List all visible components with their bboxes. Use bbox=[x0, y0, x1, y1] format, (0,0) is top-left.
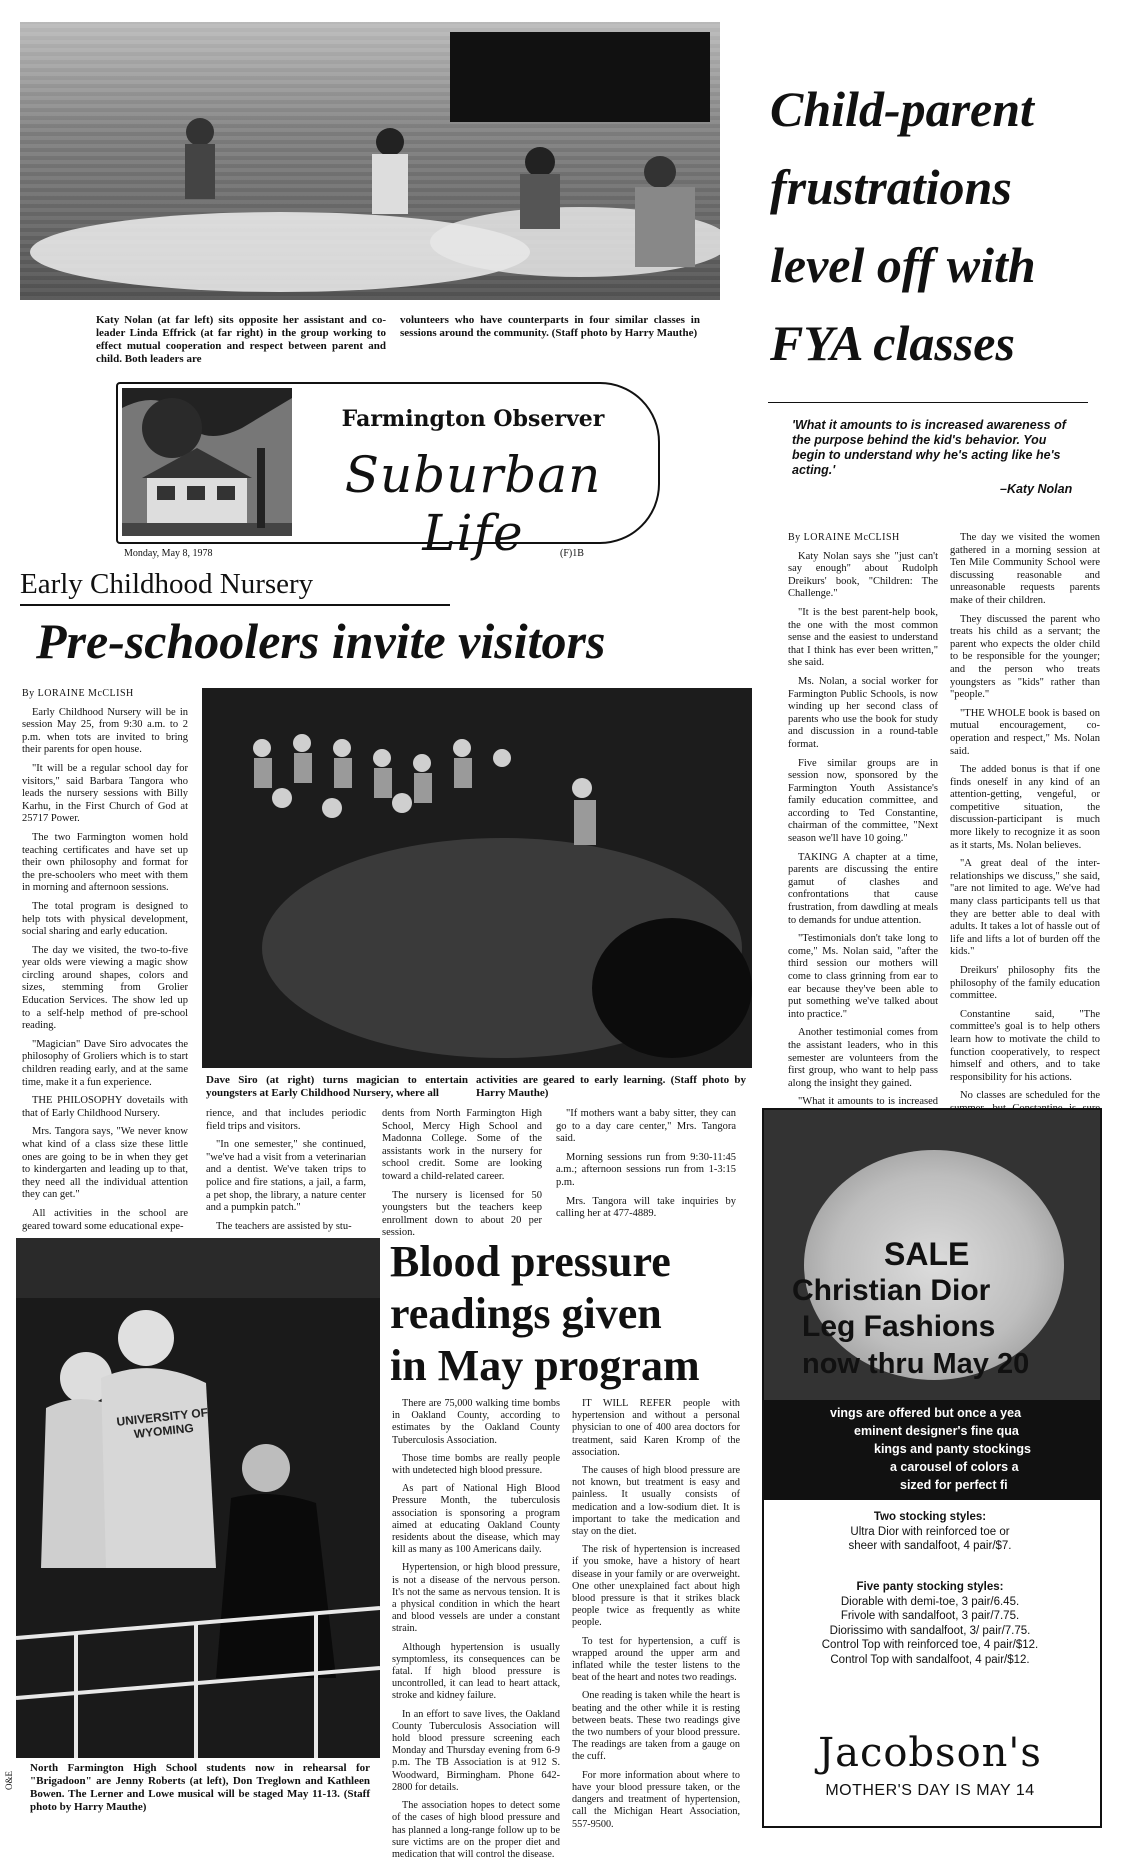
ad-stocking-styles bbox=[770, 1510, 1090, 1554]
fya-headline bbox=[770, 70, 1140, 382]
nursery-col1-para: THE PHILOSOPHY dovetails with that of Early Childhood Nursery. bbox=[22, 1095, 188, 1119]
blood-col1-para: Hypertension, or high blood pressure, is not a disease of the nervous person. It's not the same as nervous tension. It is a physical condition in which the heart and blood vessels are under a constant strain. bbox=[392, 1562, 560, 1635]
nursery-headline: Pre-schoolers invite visitors bbox=[36, 613, 606, 669]
nursery-col2-para: "In one semester," she continued, "we've had a visit from a veterinarian and a dentist. We've taken trips to police and fire stations, a jail, a farm, a pet shop, the library, a nature center and a pumpkin patch." bbox=[206, 1139, 366, 1214]
ad-tagline-line: a carousel of colors a bbox=[890, 1460, 1019, 1474]
blood-col2-para: The risk of hypertension is increased if you smoke, have a history of heart disease in your family or are overweight. One other unexplained fact about high blood pressure is that it strikes black people twice as frequently as white people. bbox=[572, 1544, 740, 1629]
brigadoon-photo bbox=[16, 1238, 380, 1758]
fya-col2-para: Dreikurs' philosophy fits the philosophy of the family education committee. bbox=[950, 965, 1100, 1002]
nursery-col1-para: Mrs. Tangora says, "We never know what kind of a class size these little ones are going to be in when they get to kindergarten and leading up to that, they need all the individual attention they can get." bbox=[22, 1126, 188, 1201]
blood-headline-line-1: Blood pressure bbox=[390, 1237, 671, 1286]
top-photo-caption-right: volunteers who have counterparts in four similar classes in sessions around the community. (Staff photo by Harry Mauthe) bbox=[400, 314, 700, 339]
ad-tagline-line: sized for perfect fi bbox=[900, 1478, 1008, 1492]
jacobsons-ad bbox=[762, 1108, 1102, 1828]
fya-headline-line-1: Child-parent bbox=[770, 81, 1034, 137]
fya-headline-line-4: FYA classes bbox=[770, 315, 1015, 371]
ad-panty-styles bbox=[770, 1580, 1090, 1667]
brigadoon-photo-caption: North Farmington High School students now in rehearsal for "Brigadoon" are Jenny Roberts (at left), Don Treglown and Kathleen Bowen. The Lerner and Lowe musical will be staged May 11-13. (Staff photo by Harry Mauthe) bbox=[30, 1762, 370, 1813]
blood-col2-para: For more information about where to have your blood pressure taken, or the dangers and treatment of hypertension, call the Michigan Heart Association, 557-9500. bbox=[572, 1769, 740, 1830]
fya-col1-para: Another testimonial comes from the assistant leaders, who in this semester are volunteers from the first group, who want to help pass along the insight they gained. bbox=[788, 1027, 938, 1089]
blood-col2-para: One reading is taken while the heart is beating and the other while it is resting between beats. These two readings give the two numbers of your blood pressure. The readings are taken from a gauge on the cuff. bbox=[572, 1690, 740, 1763]
masthead-date: Monday, May 8, 1978 bbox=[124, 548, 213, 559]
blood-col1-para: There are 75,000 walking time bombs in Oakland County, according to estimates by the Oakland County Tuberculosis Association. bbox=[392, 1398, 560, 1446]
house-photo bbox=[122, 388, 292, 536]
ad-sale: SALE bbox=[884, 1236, 970, 1272]
nursery-col2-para: rience, and that includes periodic field trips and visitors. bbox=[206, 1108, 366, 1132]
ad-tagline-band bbox=[764, 1400, 1100, 1500]
ad-leg-fashions: Leg Fashions bbox=[802, 1310, 996, 1343]
fya-col1-para: "What it amounts to is increased bbox=[798, 1096, 938, 1108]
fya-col1-para: TAKING A chapter at a time, parents are discussing the entire gamut of clashes and confrontations that cause frustration, from dawdling at meals to demands for undue attention. bbox=[788, 851, 938, 926]
fya-headline-line-3: level off with bbox=[770, 237, 1036, 293]
nursery-kicker: Early Childhood Nursery bbox=[20, 568, 314, 600]
classroom-photo bbox=[20, 22, 720, 300]
nursery-byline: By LORAINE McCLISH bbox=[22, 688, 134, 699]
ad-store-name: Jacobson's bbox=[818, 1730, 1042, 1776]
nursery-col1-para: "Magician" Dave Siro advocates the philosophy of Groliers which is to start children reading early, and at the same time, make it a fun experience. bbox=[22, 1038, 188, 1088]
ad-stocking-heading: Two stocking styles: bbox=[873, 1511, 987, 1523]
nursery-col1-para: Early Childhood Nursery will be in session May 25, from 9:30 a.m. to 2 p.m. when tots are invited to bring their parents for open house. bbox=[22, 706, 188, 756]
fya-col2-para: They discussed the parent who treats his child as a servant; the parent who expects the older child to be responsible for the younger; and the person who treats youngsters as "kids" rather than "people." bbox=[950, 613, 1100, 701]
ad-date-range: now thru May 20 bbox=[802, 1348, 1030, 1380]
fya-col2-para: The added bonus is that if one finds oneself in any kind of an attention-getting, vengeful, or competitive situation, the discussion-participant is much more likely to recognize it as soon as it starts, Ms. Nolan believes. bbox=[950, 764, 1100, 851]
nursery-col2-para: The teachers are assisted by stu- bbox=[216, 1220, 352, 1232]
nursery-col1-para: The two Farmington women hold teaching certificates and have set up their own philosophy and format for the pre-schoolers who meet with them in morning and afternoon sessions. bbox=[22, 831, 188, 894]
nursery-col4-para: "If mothers want a baby sitter, they can go to a day care center," Mrs. Tangora said. bbox=[556, 1108, 736, 1145]
fya-rule bbox=[768, 402, 1088, 403]
blood-col2-para: To test for hypertension, a cuff is wrapped around the upper arm and inflated while the tester listens to the beat of the heart and notes two readings. bbox=[572, 1635, 740, 1684]
ad-panty-item: Control Top with reinforced toe, 4 pair/$12. bbox=[821, 1639, 1039, 1651]
ad-panty-item: Diorissimo with sandalfoot, 3/ pair/7.75. bbox=[829, 1624, 1031, 1637]
nursery-col4-para: Mrs. Tangora will take inquiries by calling her at 477-4889. bbox=[556, 1195, 736, 1220]
ad-footer: MOTHER'S DAY IS MAY 14 bbox=[825, 1782, 1035, 1799]
blood-col1-para: As part of National High Blood Pressure Month, the tuberculosis association is sponsoring a program aimed at educating Oakland County residents about the disease, which may kill as many as 100 Americans daily. bbox=[392, 1483, 560, 1556]
blood-column-1 bbox=[392, 1398, 560, 1867]
fya-col1-para: "It is the best parent-help book, the one with the most common sense and the easiest to understand that I think has ever been written," she said. bbox=[788, 606, 938, 669]
ad-tagline-line: kings and panty stockings bbox=[874, 1442, 1031, 1456]
masthead-paper-name: Farmington Observer bbox=[341, 406, 605, 432]
margin-mark: O&E bbox=[4, 1771, 14, 1790]
fya-col1-para: "Testimonials don't take long to come," Ms. Nolan said, "after the third session our mothers will come to class grinning from ear to ear because they've been able to put something we've talked about into practice." bbox=[788, 933, 938, 1020]
top-photo-caption-left: Katy Nolan (at far left) sits opposite her assistant and co-leader Linda Effrick (at far right) in the group working to effect mutual cooperation and respect between parent and child. Both leaders are bbox=[96, 314, 386, 365]
fya-column-2 bbox=[950, 532, 1100, 1172]
blood-column-2 bbox=[572, 1398, 740, 1837]
blood-headline bbox=[390, 1236, 740, 1392]
fya-col2-para: The day we visited the women gathered in a morning session at Ten Mile Community School were discussing reasonable and unreasonable requests parents make of their children. bbox=[950, 532, 1100, 606]
nursery-column-2 bbox=[206, 1108, 366, 1239]
blood-col2-para: IT WILL REFER people with hypertension and without a personal physician to one of 400 area doctors for treatment, said Karen Kromp of the association. bbox=[572, 1398, 740, 1458]
blood-col1-para: In an effort to save lives, the Oakland County Tuberculosis Association will hold blood pressure screening each Monday and Thursday evening from 6-9 p.m. The TB Association is at 912 S. Woodward, Birmingham. Phone 642-2800 for details. bbox=[392, 1708, 560, 1793]
nursery-col3-para: The nursery is licensed for 50 youngsters but the teachers keep enrollment down to about 20 per session. bbox=[382, 1189, 542, 1239]
ad-christian-dior: Christian Dior bbox=[792, 1274, 991, 1307]
magician-photo-caption-right: activities are geared to early learning. (Staff photo by Harry Mauthe) bbox=[476, 1074, 746, 1099]
blood-headline-line-3: in May program bbox=[390, 1341, 700, 1390]
ad-tagline-line: eminent designer's fine qua bbox=[854, 1424, 1019, 1438]
nursery-kicker-rule bbox=[20, 604, 450, 606]
fya-pullquote-attribution: –Katy Nolan bbox=[1000, 482, 1073, 496]
shirt-text: UNIVERSITY OF WYOMING bbox=[115, 1405, 209, 1442]
fya-col2-para: "THE WHOLE book is based on mutual encouragement, co-operation and respect," Ms. Nolan said. bbox=[950, 707, 1100, 757]
ad-panty-item: Control Top with sandalfoot, 4 pair/$12. bbox=[830, 1653, 1030, 1666]
nursery-column-3 bbox=[382, 1108, 542, 1246]
blood-headline-line-2: readings given bbox=[390, 1289, 662, 1338]
blood-col2-para: The causes of high blood pressure are not known, but treatment is easy and painless. It usually consists of medication and a low-sodium diet. It is important to take the medication and stay on the diet. bbox=[572, 1465, 740, 1538]
nursery-col1-para: "It will be a regular school day for visitors," said Barbara Tangora who leads the nursery sessions with Billy Karhu, in the First Church of God at 25717 Power. bbox=[22, 762, 188, 825]
blood-col1-para: Those time bombs are really people with undetected high blood pressure. bbox=[392, 1452, 560, 1477]
ad-panty-heading: Five panty stocking styles: bbox=[856, 1581, 1004, 1593]
ad-stocking-item: sheer with sandalfoot, 4 pair/$7. bbox=[848, 1540, 1012, 1552]
fya-column-1 bbox=[788, 532, 938, 1165]
fya-col2-para: No classes are scheduled for the bbox=[960, 1090, 1100, 1102]
masthead-page: (F)1B bbox=[560, 548, 584, 559]
nursery-col1-para: The total program is designed to help tots with physical development, social sharing and early education. bbox=[22, 900, 188, 938]
nursery-col3-para: dents from North Farmington High School, Mercy High School and Madonna College. Some of the assistants work in the nursery for school credit. Some are looking toward a child-related career. bbox=[382, 1108, 542, 1182]
fya-col1-para: Katy Nolan says she "just can't say enough" about Rudolph Dreikurs' book, "Children: The Challenge." bbox=[788, 550, 938, 600]
fya-col2-para: "A great deal of the inter-relationships we discuss," she said, "are not limited to age. We've had many class participants tell us that they are better able to deal with adults. It takes a lot of hassle out of life and lifts a lot of burden off the kids." bbox=[950, 858, 1100, 958]
ad-panty-item: Diorable with demi-toe, 3 pair/6.45. bbox=[840, 1595, 1020, 1608]
fya-headline-line-2: frustrations bbox=[770, 159, 1012, 215]
blood-col1-para: Although hypertension is usually symptomless, its consequences can be fatal. If high blood pressure is uncontrolled, it can lead to heart attack, stroke and kidney failure. bbox=[392, 1641, 560, 1702]
nursery-column-4 bbox=[556, 1108, 736, 1227]
fya-col2-para: Constantine said, "The committee's goal is to help others learn how to motivate the child to function cooperatively, to respect himself and others, and to take responsibility for his actions. bbox=[950, 1008, 1100, 1083]
ad-stocking-item: Ultra Dior with reinforced toe or bbox=[850, 1525, 1010, 1538]
ad-panty-item: Frivole with sandalfoot, 3 pair/7.75. bbox=[840, 1610, 1020, 1622]
magician-photo bbox=[202, 688, 752, 1068]
blood-col1-para: The association hopes to detect some of the cases of high blood pressure and has planned a long-range follow up to be sure victims are on the proper diet and medication that will control the disease. bbox=[392, 1800, 560, 1860]
fya-col1-para: Ms. Nolan, a social worker for Farmington Public Schools, is now winding up her second class of parents who use the book for study and discussion in a round-table format. bbox=[788, 675, 938, 750]
fya-col1-para: Five similar groups are in session now, sponsored by the Farmington Youth Assistance's family education committee, and according to Ted Constantine, chairman of the committee, "Next season we'll have 10 going." bbox=[788, 757, 938, 845]
nursery-col1-para: The day we visited, the two-to-five year olds were viewing a magic show circling around shapes, colors and sizes, stemming from Grolier Education Services. The show led up to a self-help method of pre-school reading. bbox=[22, 944, 188, 1032]
nursery-column-1 bbox=[22, 688, 188, 1239]
masthead-section-name: Suburban Life bbox=[344, 446, 602, 562]
fya-pullquote: 'What it amounts to is increased awareness of the purpose behind the kid's behavior. You begin to understand why he's acting like he's acting.' bbox=[792, 418, 1066, 477]
nursery-col1-para: All activities in the school are geared toward some educational expe- bbox=[22, 1207, 188, 1232]
fya-byline: By LORAINE McCLISH bbox=[788, 532, 900, 543]
magician-photo-caption-left: Dave Siro (at right) turns magician to entertain youngsters at Early Childhood Nursery, where all bbox=[206, 1074, 468, 1099]
ad-tagline-line: vings are offered but once a yea bbox=[830, 1406, 1022, 1420]
nursery-col4-para: Morning sessions run from 9:30-11:45 a.m.; afternoon sessions run from 1-3:15 p.m. bbox=[556, 1151, 736, 1188]
